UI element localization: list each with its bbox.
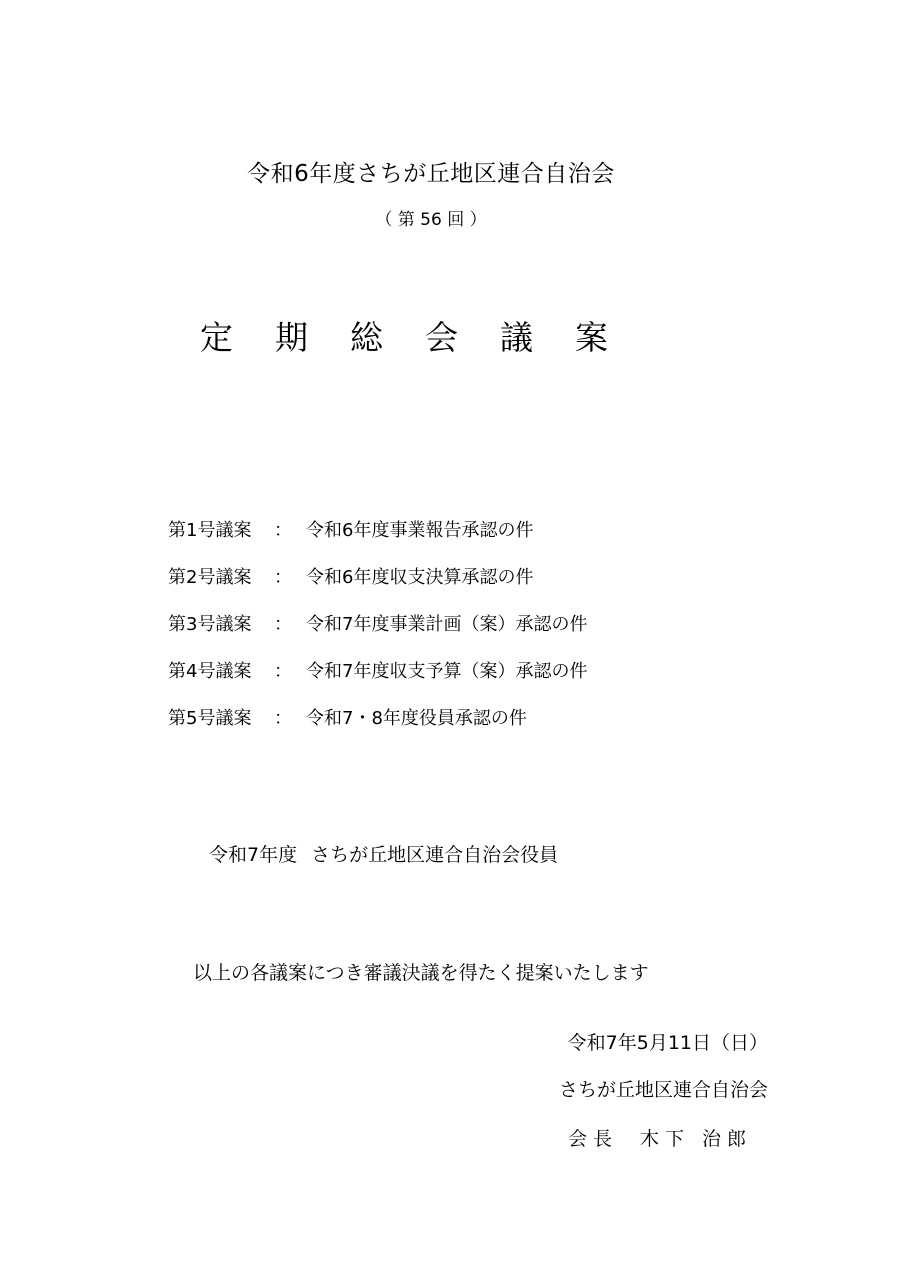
agenda-item (168, 505, 587, 552)
agenda-item-separator: ： (274, 613, 292, 635)
signature-name (568, 1124, 752, 1151)
document-title: 定期総会議案 (200, 318, 650, 357)
agenda-item-separator: ： (274, 707, 292, 729)
officers-year: 令和7年度 (209, 844, 298, 866)
officers-line (209, 840, 558, 867)
agenda-item-title: 令和7・8年度役員承認の件 (306, 707, 527, 729)
agenda-item-number: 第1号議案 (168, 519, 252, 541)
session-number: （ 第 56 回 ） (375, 210, 487, 230)
agenda-item-number: 第4号議案 (168, 660, 252, 682)
agenda-item-title: 令和7年度事業計画（案）承認の件 (306, 613, 588, 635)
agenda-item-separator: ： (274, 660, 292, 682)
agenda-item-number: 第5号議案 (168, 707, 252, 729)
agenda-item-separator: ： (274, 519, 292, 541)
meeting-date: 令和7年5月11日（日） (567, 1032, 768, 1054)
proposal-statement: 以上の各議案につき審議決議を得たく提案いたします (193, 962, 649, 984)
agenda-item-title: 令和6年度事業報告承認の件 (306, 519, 534, 541)
officers-name: さちが丘地区連合自治会役員 (311, 844, 559, 866)
agenda-item (168, 693, 587, 740)
agenda-item (168, 599, 587, 646)
agenda-item (168, 552, 587, 599)
agenda-item-number: 第2号議案 (168, 566, 252, 588)
agenda-item-title: 令和7年度収支予算（案）承認の件 (306, 660, 588, 682)
signature-organization: さちが丘地区連合自治会 (558, 1079, 768, 1101)
agenda-item (168, 646, 587, 693)
agenda-item-number: 第3号議案 (168, 613, 252, 635)
signature-role: 会長 (568, 1128, 619, 1150)
organization-title: 令和6年度さちが丘地区連合自治会 (247, 161, 615, 187)
agenda-item-title: 令和6年度収支決算承認の件 (306, 566, 534, 588)
signature-person: 木下 治郎 (640, 1128, 753, 1150)
agenda-list (168, 505, 587, 740)
agenda-item-separator: ： (274, 566, 292, 588)
